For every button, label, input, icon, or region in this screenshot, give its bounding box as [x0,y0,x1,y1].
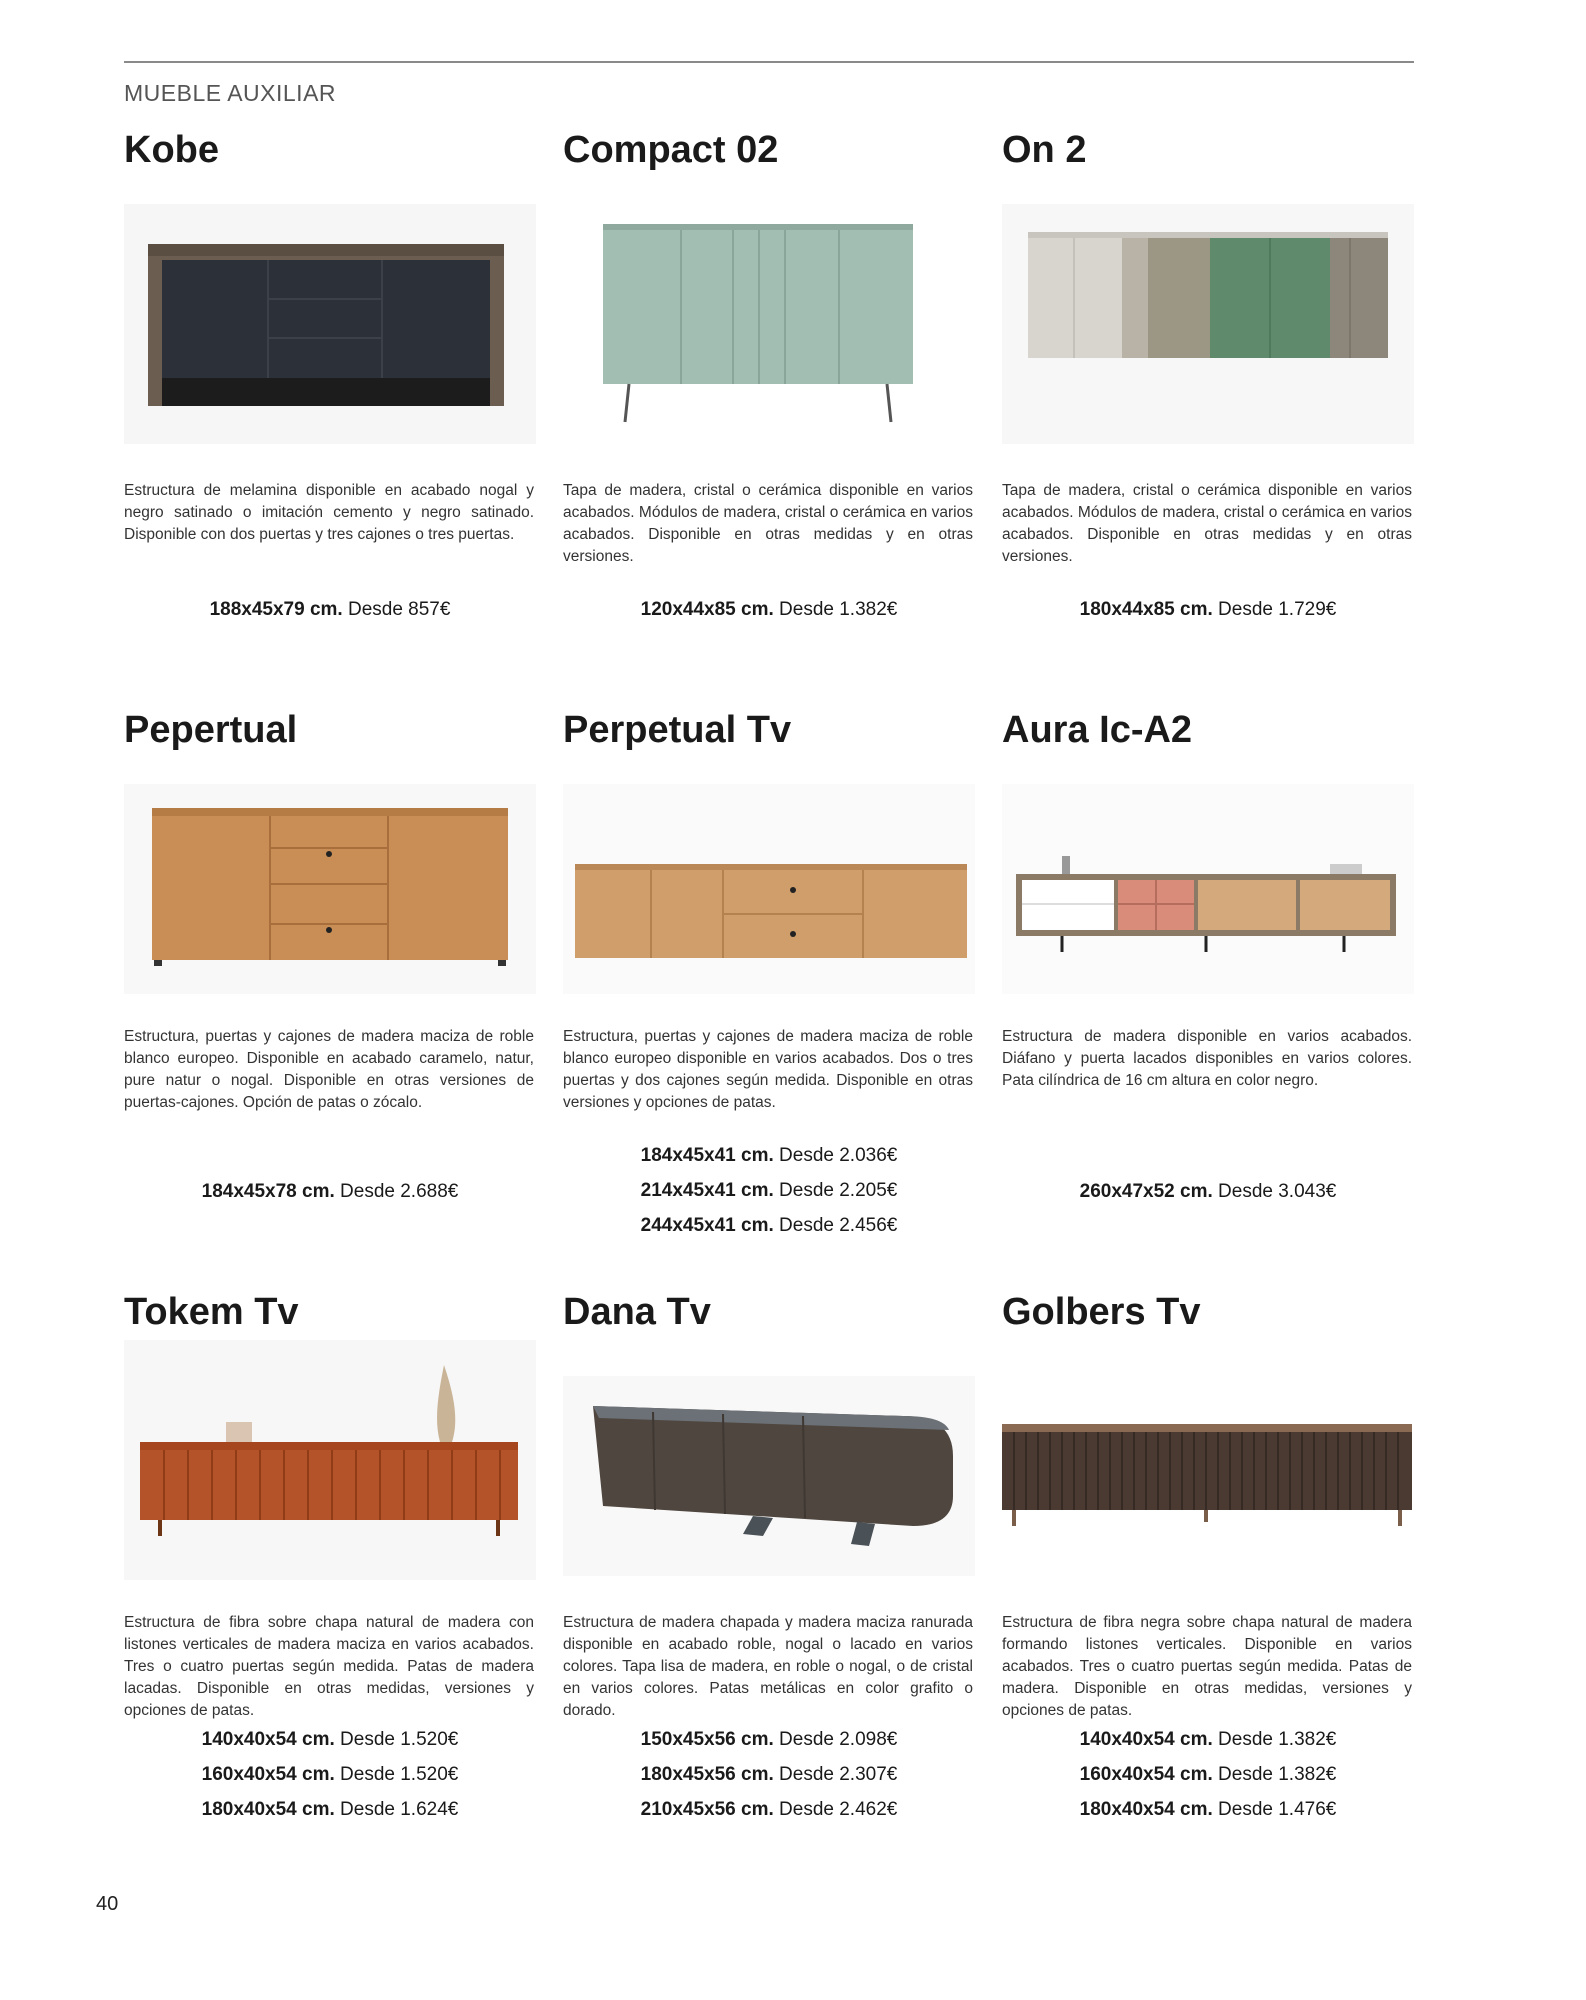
product-tokem-tv [124,1290,536,1850]
page-number: 40 [96,1893,119,1915]
sideboard-pepertual-image [124,784,536,994]
price-line: 188x45x79 cm. Desde 857€ [209,599,451,620]
product-title: Dana Tv [563,1291,711,1333]
product-golbers-tv [1002,1290,1414,1850]
product-image [1002,784,1414,994]
product-description: Estructura de madera chapada y madera maciza ranurada disponible en acabado roble, nogal o lacado en varios colores. Tapa lisa de madera, en roble o nogal, o de cristal en varios colores. Patas metálicas en color grafito o dorado. [563,1614,973,1719]
price-line: 214x45x41 cm. Desde 2.205€ [640,1180,898,1201]
price-line: 140x40x54 cm. Desde 1.520€ [201,1729,459,1750]
product-image [563,204,975,444]
price-list [124,1722,536,1827]
tv-unit-perpetual-image [563,784,975,994]
product-description: Estructura, puertas y cajones de madera maciza de roble blanco europeo disponible en varios acabados. Dos o tres puertas y dos cajones según medida. Disponible en otras versiones y opciones de patas. [563,1028,973,1111]
price-line: 160x40x54 cm. Desde 1.382€ [1079,1764,1337,1785]
price-list [1002,592,1414,627]
price-line: 184x45x41 cm. Desde 2.036€ [640,1145,898,1166]
product-image [124,1340,536,1580]
product-aura-ic-a2 [1002,708,1414,1248]
price-line: 180x40x54 cm. Desde 1.624€ [201,1799,459,1820]
tv-unit-golbers-image [1002,1376,1414,1576]
product-title: Aura Ic-A2 [1002,709,1193,751]
price-line: 120x44x85 cm. Desde 1.382€ [640,599,898,620]
product-description: Estructura de fibra negra sobre chapa natural de madera formando listones verticales. Disponible en varios acabados. Tres o cuatro puertas según medida. Patas de madera. Disponible en otras medidas, versiones y opciones de patas. [1002,1614,1412,1719]
product-perpetual-tv [563,708,975,1248]
price-line: 180x44x85 cm. Desde 1.729€ [1079,599,1337,620]
product-title: Pepertual [124,709,298,751]
price-list [124,1174,536,1209]
product-image [1002,204,1414,444]
product-dana-tv [563,1290,975,1850]
product-description: Tapa de madera, cristal o cerámica disponible en varios acabados. Módulos de madera, cristal o cerámica en varios acabados. Disponible en otras medidas y en otras versiones. [1002,482,1412,565]
product-image [563,1376,975,1576]
product-compact-02 [563,128,975,648]
sideboard-kobe-image [124,204,536,444]
product-image [563,784,975,994]
product-title: Golbers Tv [1002,1291,1201,1333]
price-line: 160x40x54 cm. Desde 1.520€ [201,1764,459,1785]
sideboard-compact-02-image [563,204,975,444]
product-on-2 [1002,128,1414,648]
price-list [563,1138,975,1243]
price-list [1002,1722,1414,1827]
product-image [1002,1376,1414,1576]
product-description: Estructura de melamina disponible en acabado nogal y negro satinado o imitación cemento y negro satinado. Disponible con dos puertas y tres cajones o tres puertas. [124,482,534,543]
product-title: Perpetual Tv [563,709,792,751]
price-line: 244x45x41 cm. Desde 2.456€ [640,1215,898,1236]
section-label: MUEBLE AUXILIAR [124,80,337,106]
sideboard-on-2-image [1002,204,1414,444]
product-pepertual [124,708,536,1248]
tv-unit-aura-image [1002,784,1414,994]
tv-unit-dana-image [563,1376,975,1576]
price-list [563,592,975,627]
price-line: 260x47x52 cm. Desde 3.043€ [1079,1181,1337,1202]
price-line: 210x45x56 cm. Desde 2.462€ [640,1799,898,1820]
product-description: Estructura de madera disponible en varios acabados. Diáfano y puerta lacados disponibles en varios colores. Pata cilíndrica de 16 cm altura en color negro. [1002,1028,1412,1089]
product-description: Estructura de fibra sobre chapa natural de madera con listones verticales de madera maciza en varios acabados. Tres o cuatro puertas según medida. Patas de madera lacadas. Disponible en otras medidas, versiones y opciones de patas. [124,1614,534,1719]
price-list [1002,1174,1414,1209]
product-image [124,784,536,994]
tv-unit-tokem-image [124,1340,536,1580]
product-description: Tapa de madera, cristal o cerámica disponible en varios acabados. Módulos de madera, cristal o cerámica en varios acabados. Disponible en otras medidas y en otras versiones. [563,482,973,565]
price-list [563,1722,975,1827]
price-line: 180x40x54 cm. Desde 1.476€ [1079,1799,1337,1820]
product-title: Tokem Tv [124,1291,299,1333]
product-kobe [124,128,536,648]
product-image [124,204,536,444]
product-description: Estructura, puertas y cajones de madera maciza de roble blanco europeo. Disponible en acabado caramelo, natur, pure natur o nogal. Disponible en otras versiones de puertas-cajones. Opción de patas o zócalo. [124,1028,534,1111]
price-line: 184x45x78 cm. Desde 2.688€ [201,1181,459,1202]
price-line: 150x45x56 cm. Desde 2.098€ [640,1729,898,1750]
product-title: On 2 [1002,129,1087,171]
product-title: Compact 02 [563,129,779,171]
header-rule [124,61,1414,63]
product-title: Kobe [124,129,219,171]
price-line: 180x45x56 cm. Desde 2.307€ [640,1764,898,1785]
price-line: 140x40x54 cm. Desde 1.382€ [1079,1729,1337,1750]
price-list [124,592,536,627]
